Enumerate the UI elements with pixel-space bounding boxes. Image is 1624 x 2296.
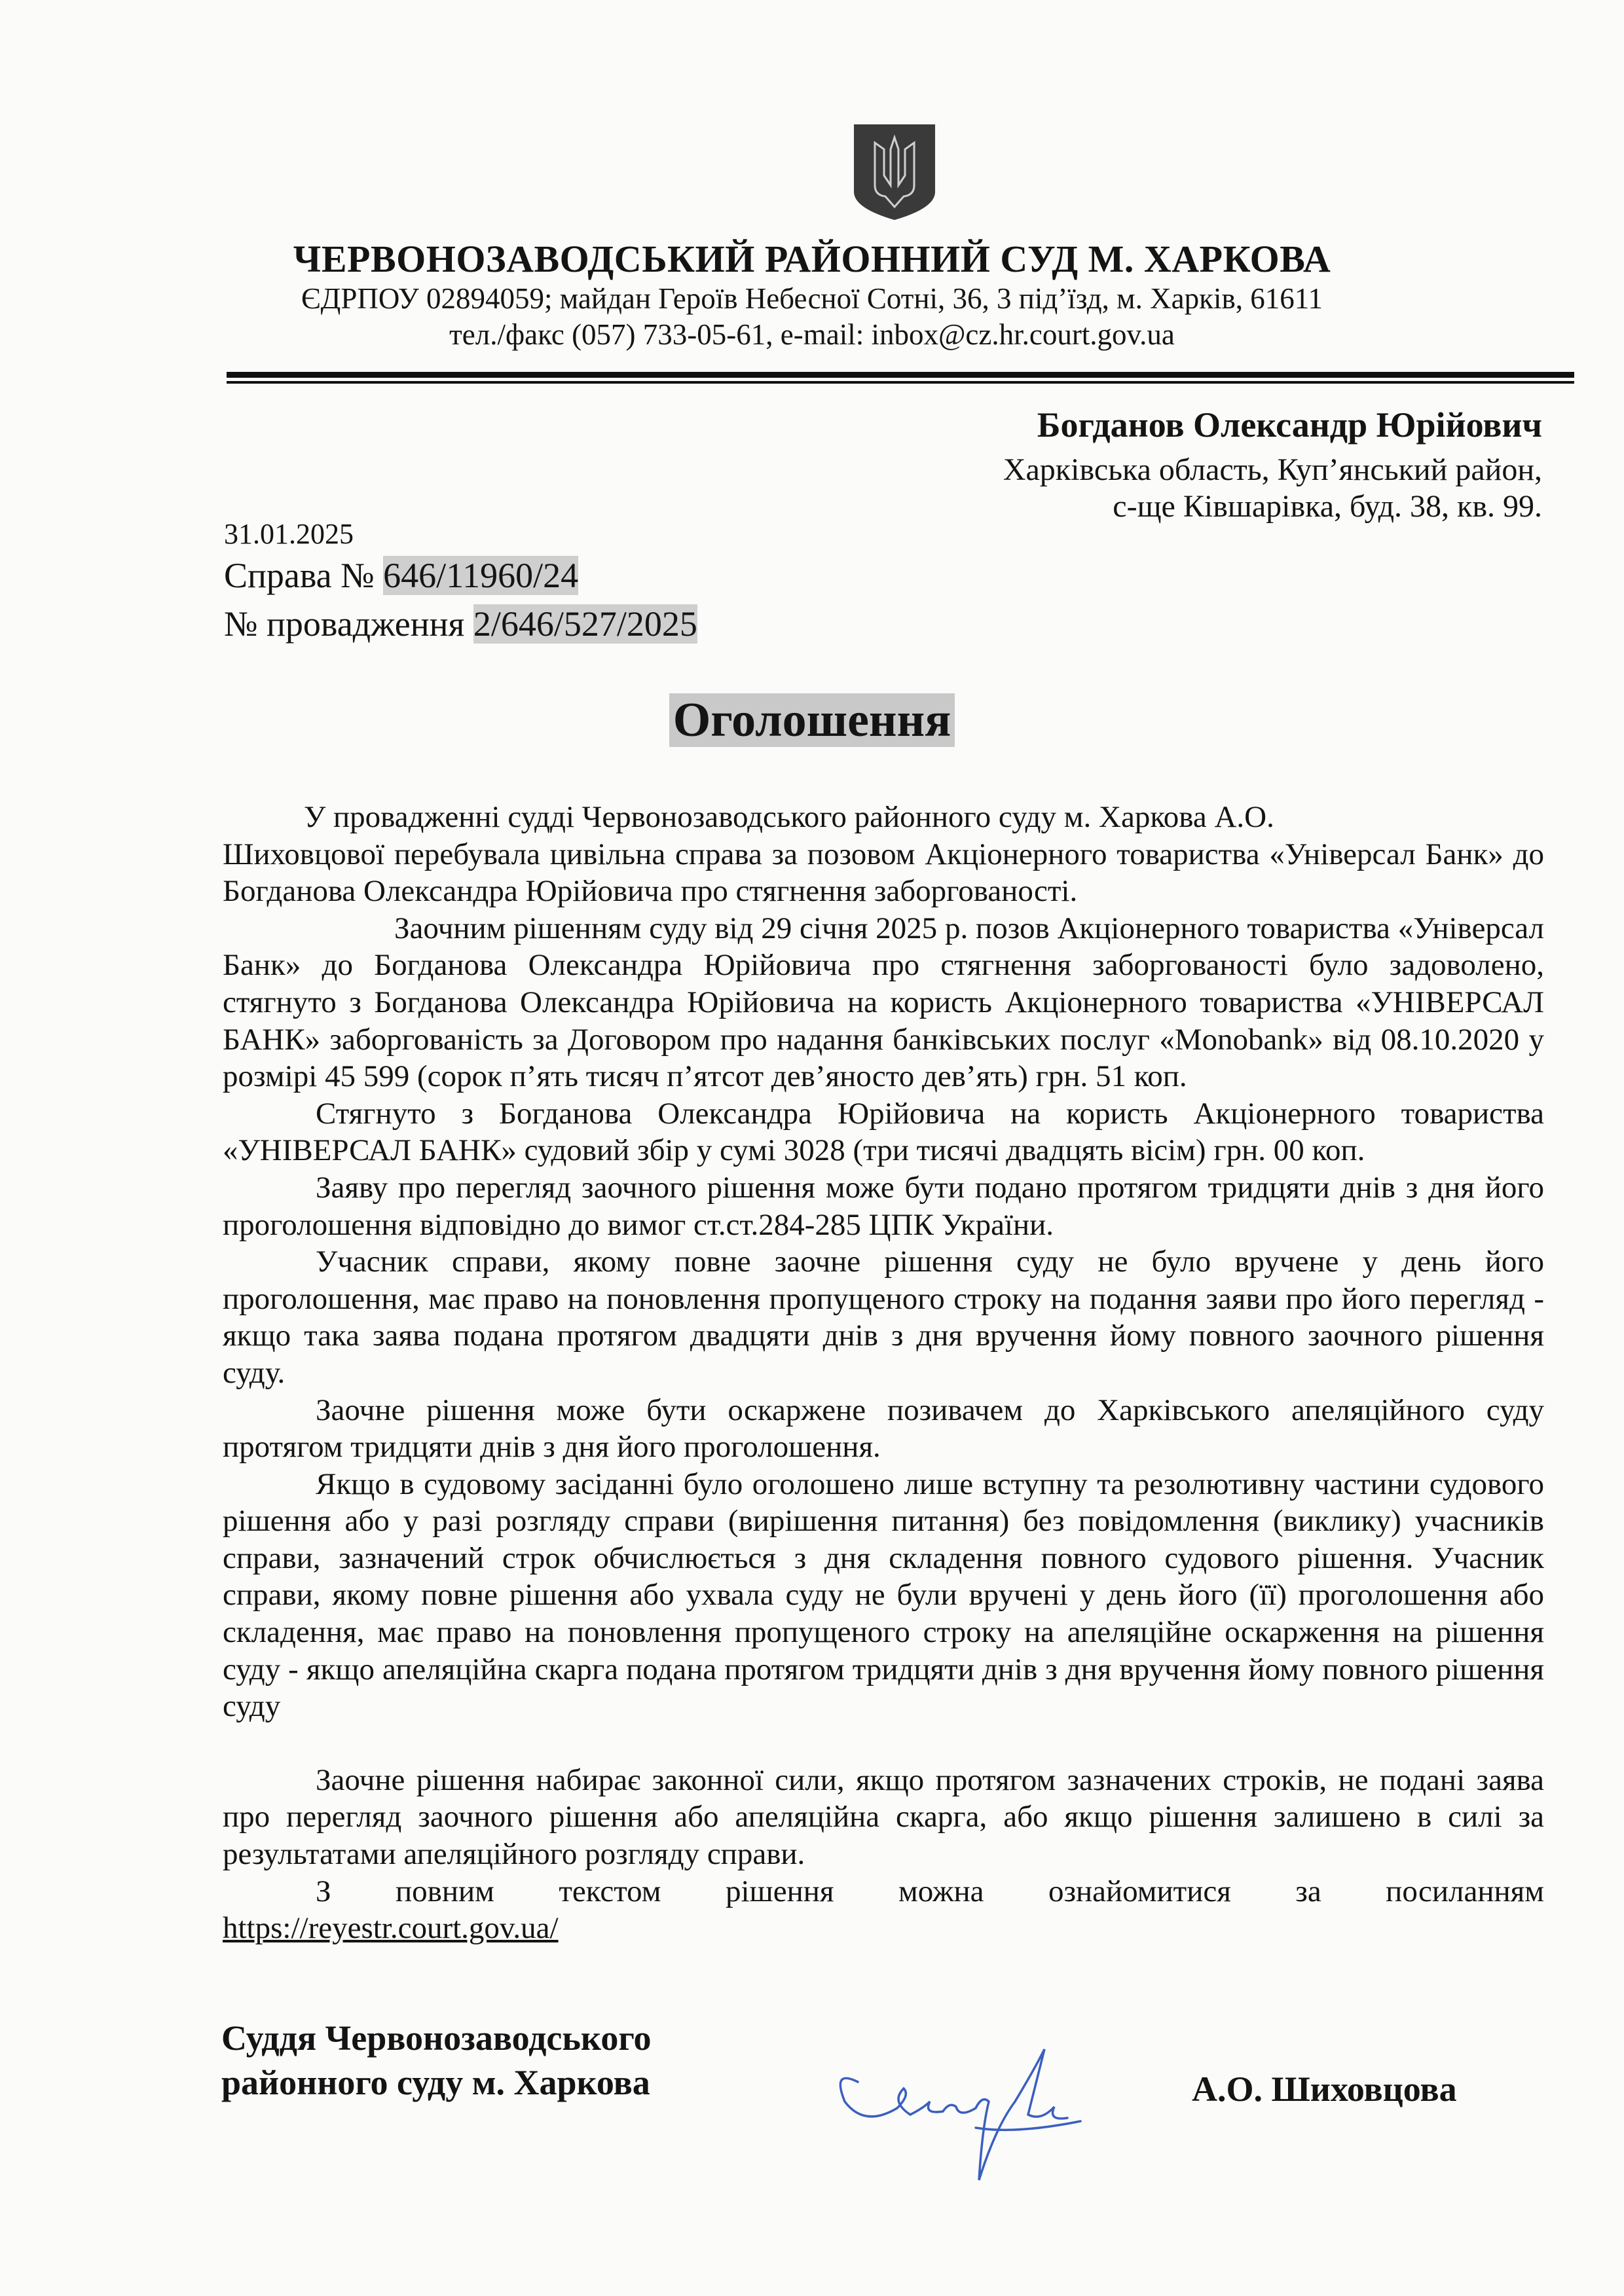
court-contacts: тел./факс (057) 733-05-61, e-mail: inbox@cz.hr.court.gov.ua	[449, 318, 1175, 351]
paragraph-1-line1: У провадженні судді Червонозаводського районного суду м. Харкова А.О.	[304, 800, 1274, 834]
court-name: ЧЕРВОНОЗАВОДСЬКИЙ РАЙОННИЙ СУД М. ХАРКОВА	[293, 238, 1331, 280]
coat-of-arms-icon	[851, 123, 938, 221]
paragraph-2: Заочним рішенням суду від 29 січня 2025 р. позов Акціонерного товариства «Універсал Банк» до Богданова Олександра Юрійовича про стягнення заборгованості було задоволено, стягнуто з Богданова Олександра Юрійовича на користь Акціонерного товариства «УНІВЕРСАЛ БАНК» заборгованість за Договором про надання банківських послуг «Monobank» від 08.10.2020 у розмірі 45 599 (сорок п’ять тисяч п’ятсот дев’яносто дев’ять) грн. 51 коп.	[223, 911, 1544, 1094]
header-divider	[227, 372, 1574, 384]
recipient-name: Богданов Олександр Юрійович	[1037, 405, 1542, 445]
case-number-line	[224, 555, 578, 596]
judge-title-line1: Суддя Червонозаводського	[221, 2018, 652, 2058]
recipient-address-line2: с-ще Ківшарівка, буд. 38, кв. 99.	[1113, 489, 1542, 524]
proceeding-number: 2/646/527/2025	[473, 604, 697, 644]
paragraph-5: Учасник справи, якому повне заочне рішення суду не було вручене у день його проголошення, має право на поновлення пропущеного строку на подання заяви про його перегляд - якщо така заява подана протягом двадцяти днів з дня вручення йому повного заочного рішення суду.	[223, 1245, 1544, 1390]
paragraph-4: Заяву про перегляд заочного рішення може бути подано протягом тридцяти днів з дня його проголошення відповідно до вимог ст.ст.284-285 ЦПК України.	[223, 1170, 1544, 1242]
paragraph-9: З повним текстом рішення можна ознайомитися за посиланням	[316, 1874, 1544, 1908]
paragraph-1	[223, 799, 1544, 910]
judge-name: А.О. Шиховцова	[1192, 2069, 1457, 2109]
document-date: 31.01.2025	[224, 518, 354, 550]
case-label: Справа №	[224, 556, 384, 595]
heading-text: Оголошення	[669, 693, 955, 747]
court-address: ЄДРПОУ 02894059; майдан Героїв Небесної Сотні, 36, 3 під’їзд, м. Харків, 61611	[301, 282, 1323, 315]
handwritten-signature	[819, 2030, 1094, 2187]
recipient-address-line1: Харківська область, Куп’янський район,	[1003, 452, 1542, 487]
paragraph-7: Якщо в судовому засіданні було оголошено лише вступну та резолютивну частини судового рішення або у разі розгляду справи (вирішення питання) без повідомлення (виклику) учасників справи, зазначений строк обчислюється з дня складення повного судового рішення. Учасник справи, якому повне рішення або ухвала суду не були вручені у день його (її) проголошення або складення, має право на поновлення пропущеного строку на апеляційне оскарження на рішення суду - якщо апеляційна скарга подана протягом тридцяти днів з дня вручення йому повного рішення суду	[223, 1467, 1544, 1724]
paragraph-1-rest: Шиховцової перебувала цивільна справа за позовом Акціонерного товариства «Універсал Банк» до Богданова Олександра Юрійовича про стягнення заборгованості.	[223, 837, 1544, 909]
proceeding-number-line	[224, 604, 697, 644]
paragraph-6: Заочне рішення може бути оскаржене позивачем до Харківського апеляційного суду протягом тридцяти днів з дня його проголошення.	[223, 1393, 1544, 1465]
announcement-body	[223, 799, 1544, 1947]
paragraph-8: Заочне рішення набирає законної сили, якщо протягом зазначених строків, не подані заява про перегляд заочного рішення або апеляційна скарга, або якщо рішення залишено в силі за результатами апеляційного розгляду справи.	[223, 1762, 1544, 1872]
case-number: 646/11960/24	[383, 556, 579, 595]
proceeding-label: № провадження	[224, 604, 473, 644]
paragraph-3: Стягнуто з Богданова Олександра Юрійовича на користь Акціонерного товариства «УНІВЕРСАЛ БАНК» судовий збір у сумі 3028 (три тисячі двадцять вісім) грн. 00 коп.	[223, 1096, 1544, 1168]
judge-title-line2: районного суду м. Харкова	[221, 2063, 650, 2102]
document-heading	[0, 693, 1624, 748]
registry-link[interactable]: https://reyestr.court.gov.ua/	[223, 1911, 559, 1946]
